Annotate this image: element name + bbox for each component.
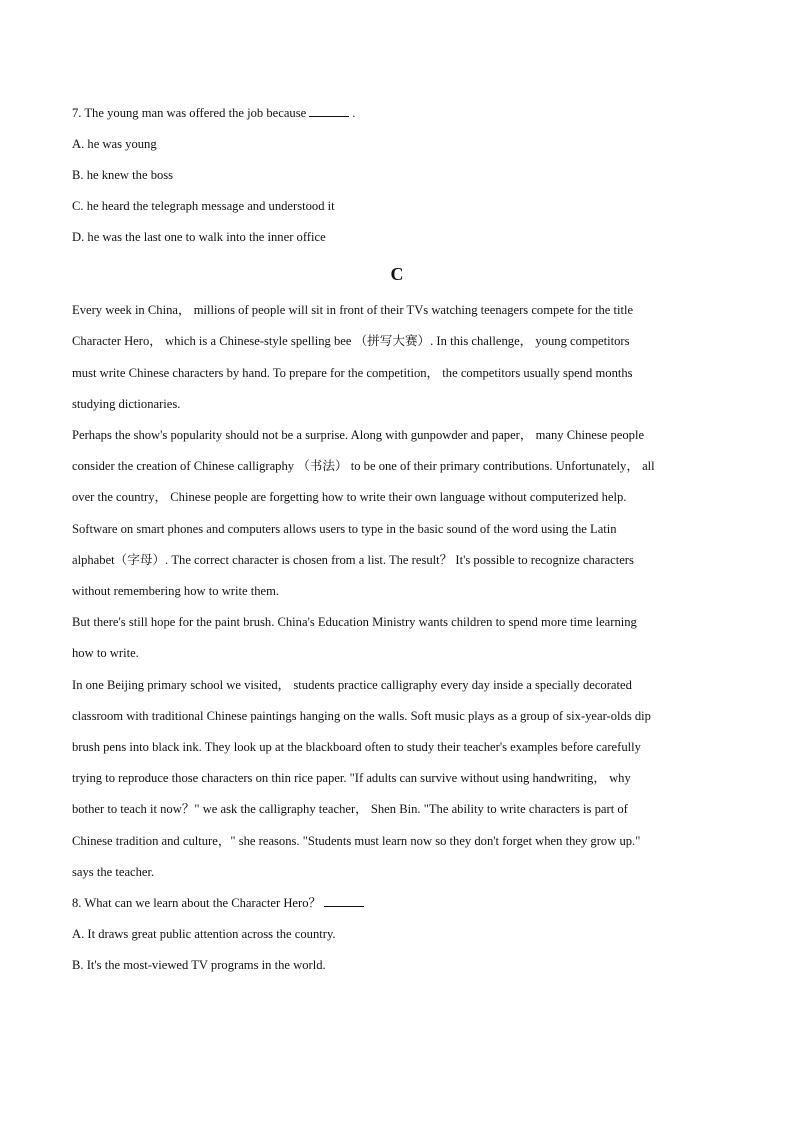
question-8-stem (72, 895, 722, 911)
question-7-stem-text: 7. The young man was offered the job because (72, 106, 307, 120)
passage-line: says the teacher. (72, 865, 155, 879)
question-8-stem-text: 8. What can we learn about the Character Hero？ (72, 896, 322, 910)
passage-line: consider the creation of Chinese calligraphy （书法） to be one of their primary contributions. Unfortunately， all (72, 459, 655, 473)
passage-line: classroom with traditional Chinese paintings hanging on the walls. Soft music plays as a group of six-year-olds dip (72, 709, 651, 723)
question-8-option-b: B. It's the most-viewed TV programs in the world. (72, 958, 326, 972)
passage-line: But there's still hope for the paint brush. China's Education Ministry wants children to spend more time learning (72, 615, 637, 629)
question-8-option-a: A. It draws great public attention across the country. (72, 927, 336, 941)
question-7-option-d: D. he was the last one to walk into the inner office (72, 230, 326, 244)
passage-line: without remembering how to write them. (72, 584, 280, 598)
passage-line: trying to reproduce those characters on thin rice paper. "If adults can survive without using handwriting， why (72, 771, 631, 785)
passage-line: Chinese tradition and culture，" she reasons. "Students must learn now so they don't forget when they grow up." (72, 834, 641, 848)
passage-line: In one Beijing primary school we visited， students practice calligraphy every day inside a specially decorated (72, 678, 632, 692)
passage-line: Every week in China， millions of people will sit in front of their TVs watching teenagers compete for the title (72, 303, 634, 317)
question-7-stem-tail: . (352, 106, 356, 120)
passage-line: how to write. (72, 646, 139, 660)
passage-line: brush pens into black ink. They look up at the blackboard often to study their teacher's examples before carefully (72, 740, 641, 754)
section-title: C (390, 264, 404, 284)
question-7-option-a: A. he was young (72, 137, 157, 151)
passage-line: studying dictionaries. (72, 397, 181, 411)
answer-blank (309, 105, 349, 117)
passage-line: over the country， Chinese people are forgetting how to write their own language without computerized help. (72, 490, 627, 504)
passage-line: Software on smart phones and computers allows users to type in the basic sound of the word using the Latin (72, 522, 617, 536)
passage-line: alphabet（字母）. The correct character is chosen from a list. The result？ It's possible to recognize characters (72, 553, 634, 567)
answer-blank (324, 895, 364, 907)
passage-line: Perhaps the show's popularity should not be a surprise. Along with gunpowder and paper， many Chinese people (72, 428, 645, 442)
passage-line: Character Hero， which is a Chinese-style spelling bee （拼写大赛）. In this challenge， young competitors (72, 334, 630, 348)
question-7-option-c: C. he heard the telegraph message and understood it (72, 199, 335, 213)
question-7-option-b: B. he knew the boss (72, 168, 174, 182)
question-7-stem (72, 105, 722, 121)
passage-line: must write Chinese characters by hand. To prepare for the competition， the competitors usually spend months (72, 366, 633, 380)
passage-line: bother to teach it now？" we ask the calligraphy teacher， Shen Bin. "The ability to write characters is part of (72, 802, 628, 816)
